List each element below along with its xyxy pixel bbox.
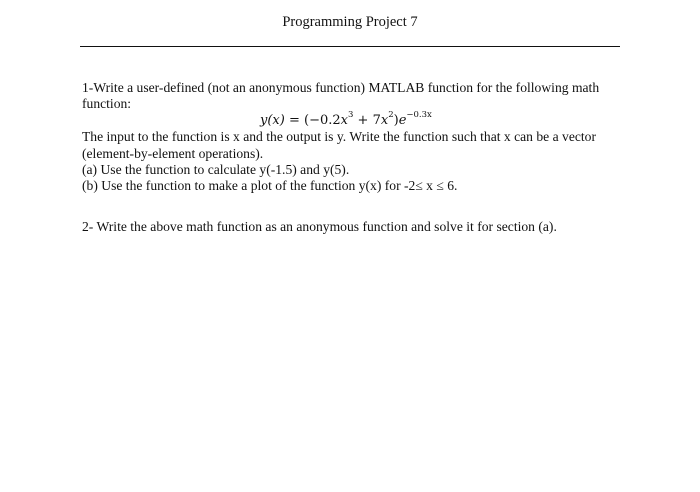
title-divider	[80, 46, 620, 47]
eq-close: )	[393, 112, 399, 128]
eq-x2: x	[380, 112, 389, 128]
document-body	[82, 80, 622, 235]
eq-lhs: y(x)	[260, 112, 285, 128]
eq-exp3: −0.3x	[406, 110, 432, 121]
eq-equals: =	[284, 112, 304, 128]
q1-part-b-range: ≤ x ≤ 6.	[415, 178, 458, 194]
eq-exp2: 2	[388, 110, 394, 121]
q1-line-3: The input to the function is x and the output is y. Write the function such that x can be a vector	[82, 129, 596, 145]
q2-line-1: 2- Write the above math function as an anonymous function and solve it for section (a).	[82, 218, 557, 234]
q1-part-b	[82, 178, 622, 194]
eq-exp1: 3	[347, 110, 354, 121]
math-equation	[82, 110, 622, 129]
q1-part-a: (a) Use the function to calculate y(-1.5) and y(5).	[82, 162, 350, 178]
eq-e: e	[398, 112, 407, 128]
eq-open: (−0.2	[304, 112, 341, 128]
q1-line-2: function:	[82, 96, 132, 112]
eq-x1: x	[340, 112, 348, 128]
eq-plus: + 7	[353, 112, 381, 128]
q1-part-b-prefix: (b) Use the function to make a plot of the function y(x) for -2	[82, 178, 416, 194]
q1-line-4: (element-by-element operations).	[82, 145, 264, 161]
q1-line-1: 1-Write a user-defined (not an anonymous function) MATLAB function for the following math	[82, 80, 600, 95]
section-gap	[82, 195, 622, 219]
page-title: Programming Project 7	[282, 14, 418, 30]
